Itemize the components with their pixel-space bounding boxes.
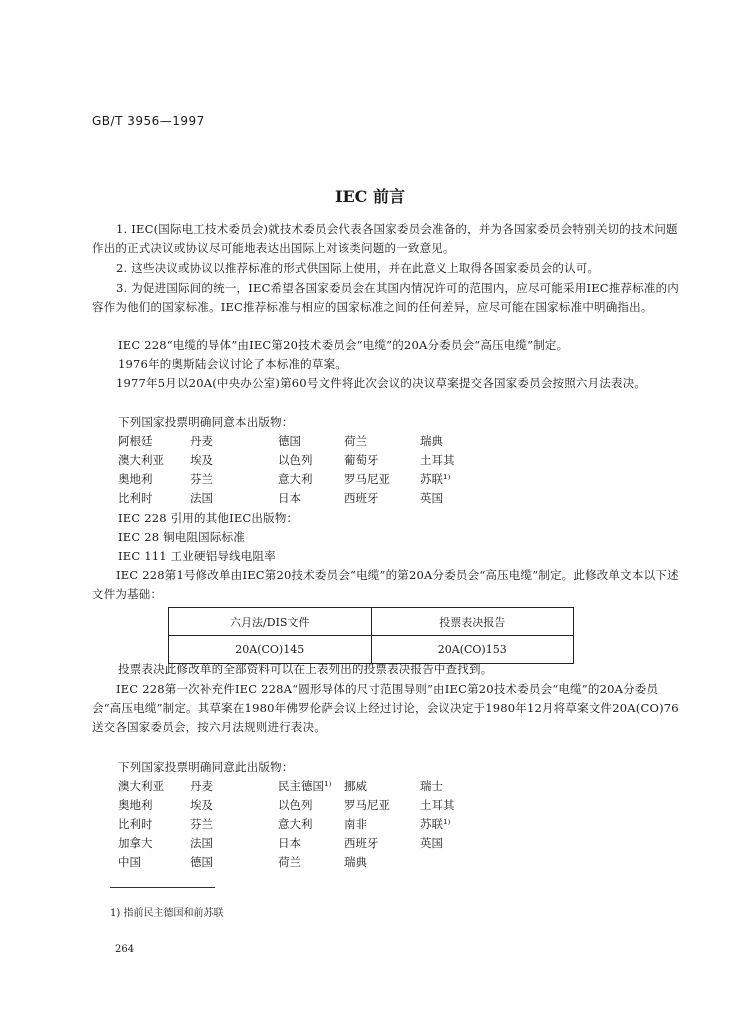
country-name: 民主德国¹⁾	[278, 779, 332, 793]
country-name: 以色列	[278, 453, 313, 467]
country-name: 英国	[420, 836, 443, 850]
country-name: 土耳其	[420, 453, 455, 467]
country-name: 西班牙	[344, 836, 379, 850]
country-name: 芬兰	[190, 472, 213, 486]
vote-intro-2: 下列国家投票明确同意此出版物：	[118, 760, 294, 774]
country-name: 瑞典	[344, 855, 367, 869]
amendment-paragraph: IEC 228第1号修改单由IEC第20技术委员会“电缆”的第20A分委员会“高压电缆”制定。此修改单文本以下述文件为基础：	[92, 568, 679, 601]
reference-iec28: IEC 28 铜电阻国际标准	[118, 530, 245, 544]
standard-number: GB/T 3956—1997	[92, 114, 205, 128]
country-name: 荷兰	[344, 434, 367, 448]
country-name: 英国	[420, 491, 443, 505]
country-name: 意大利	[278, 472, 313, 486]
country-name: 奥地利	[118, 798, 153, 812]
origin-line: IEC 228“电缆的导体”由IEC第20技术委员会“电缆”的20A分委员会“高压电缆”制定。	[118, 338, 569, 352]
country-name: 瑞典	[420, 434, 443, 448]
country-name: 中国	[118, 855, 141, 869]
country-name: 芬兰	[190, 817, 213, 831]
meeting-line: 1976年的奥斯陆会议讨论了本标准的草案。	[118, 357, 347, 371]
after-table-line: 投票表决此修改单的全部资料可以在上表列出的投票表决报告中查找到。	[118, 662, 493, 676]
country-name: 比利时	[118, 491, 153, 505]
country-name: 挪威	[344, 779, 367, 793]
country-name: 荷兰	[278, 855, 301, 869]
reference-iec111: IEC 111 工业硬铝导线电阻率	[118, 549, 276, 563]
country-name: 埃及	[190, 798, 213, 812]
circulation-line: 1977年5月以20A(中央办公室)第60号文件将此次会议的决议草案提交各国家委员会按照六月法表决。	[116, 376, 647, 390]
table-header-report: 投票表决报告	[371, 608, 574, 636]
footnote: 1) 指前民主德国和前苏联	[110, 908, 224, 919]
table-cell-report: 20A(CO)153	[371, 636, 574, 664]
country-name: 瑞士	[420, 779, 443, 793]
country-name: 澳大利亚	[118, 453, 164, 467]
country-name: 德国	[278, 434, 301, 448]
country-name: 苏联¹⁾	[420, 472, 451, 486]
vote-intro-1: 下列国家投票明确同意本出版物：	[118, 415, 294, 429]
country-name: 罗马尼亚	[344, 472, 390, 486]
voting-table	[168, 607, 574, 664]
country-name: 埃及	[190, 453, 213, 467]
paragraph-2: 2. 这些决议或协议以推荐标准的形式供国际上使用，并在此意义上取得各国家委员会的认可。	[116, 261, 600, 275]
country-name: 日本	[278, 491, 301, 505]
table-header-dis: 六月法/DIS文件	[169, 608, 372, 636]
country-name: 罗马尼亚	[344, 798, 390, 812]
country-name: 葡萄牙	[344, 453, 379, 467]
supplement-paragraph: IEC 228第一次补充件IEC 228A“圆形导体的尺寸范围导则”由IEC第20技术委员会“电缆”的20A分委员会“高压电缆”制定。其草案在1980年佛罗伦萨会议上经过讨论，会议决定于1980年12月将草案文件20A(CO)76送交各国家委员会，按六月法规则进行表决。	[92, 682, 679, 734]
country-name: 西班牙	[344, 491, 379, 505]
page-number: 264	[115, 944, 135, 955]
country-name: 比利时	[118, 817, 153, 831]
footnote-rule	[110, 887, 215, 888]
country-name: 苏联¹⁾	[420, 817, 451, 831]
reference-heading: IEC 228 引用的其他IEC出版物：	[118, 511, 299, 525]
country-name: 法国	[190, 836, 213, 850]
table-cell-dis: 20A(CO)145	[169, 636, 372, 664]
country-name: 以色列	[278, 798, 313, 812]
country-name: 日本	[278, 836, 301, 850]
paragraph-1: 1. IEC(国际电工技术委员会)就技术委员会代表各国家委员会准备的，并为各国家委员会特别关切的技术问题作出的正式决议或协议尽可能地表达出国际上对该类问题的一致意见。	[92, 222, 678, 255]
country-name: 阿根廷	[118, 434, 153, 448]
page-title: IEC 前言	[335, 187, 405, 206]
country-name: 加拿大	[118, 836, 153, 850]
country-name: 德国	[190, 855, 213, 869]
country-name: 土耳其	[420, 798, 455, 812]
country-name: 南非	[344, 817, 367, 831]
country-name: 澳大利亚	[118, 779, 164, 793]
country-name: 丹麦	[190, 779, 213, 793]
country-name: 法国	[190, 491, 213, 505]
country-name: 奥地利	[118, 472, 153, 486]
country-name: 意大利	[278, 817, 313, 831]
country-name: 丹麦	[190, 434, 213, 448]
paragraph-3: 3. 为促进国际间的统一，IEC希望各国家委员会在其国内情况许可的范围内，应尽可能采用IEC推荐标准的内容作为他们的国家标准。IEC推荐标准与相应的国家标准之间的任何差异，应尽可能在国家标准中明确指出。	[92, 281, 679, 314]
